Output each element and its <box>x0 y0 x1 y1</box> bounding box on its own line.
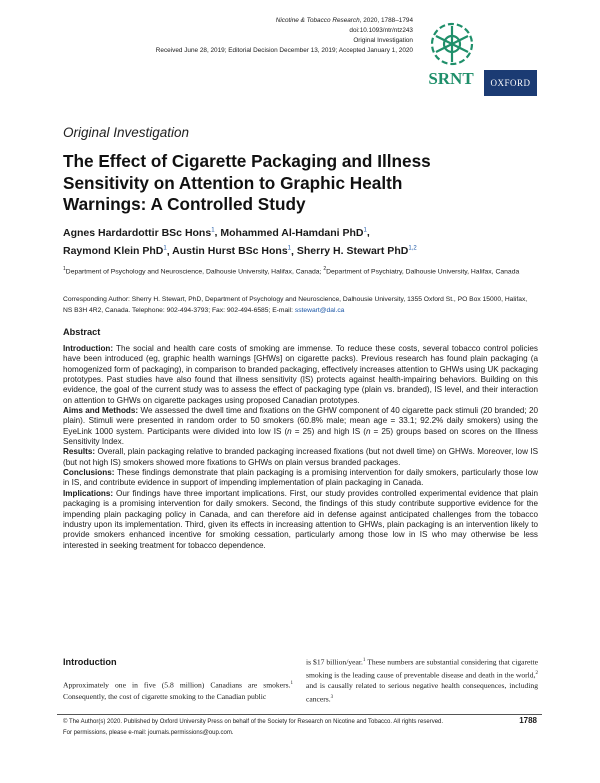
corresponding-email-link[interactable]: sstewart@dal.ca <box>294 307 345 314</box>
oxford-logo-text: OXFORD <box>490 78 531 88</box>
article-dates: Received June 28, 2019; Editorial Decision December 13, 2019; Accepted January 1, 2020 <box>155 47 413 54</box>
author-3[interactable]: Raymond Klein PhD$^1$ <box>63 245 167 257</box>
abstract-implications: Implications: Our findings have three important implications. First, our study provides controlled experimental evidence that plain packaging is a promising intervention for daily smokers. Second, the findings of this study contribute supportive evidence for the impending plain packaging policy in Canada, and can therefore aid in defense against anticipated challenges from the tobacco industry upon its implementation. Third, given its effects in increasing attention to GHWs, plain packaging is an intervention likely to provide smokers enhanced incentive for smoking cessation, particularly among those low in IS who may otherwise be less interested in seeking treatment for tobacco dependence. <box>63 488 538 550</box>
journal-citation: Nicotine & Tobacco Research, 2020, 1788–1794 <box>275 17 413 24</box>
author-2[interactable]: Mohammed Al-Hamdani PhD$^1$ <box>220 226 367 239</box>
article-type: Original Investigation <box>353 37 413 44</box>
doi[interactable]: doi:10.1093/ntr/ntz243 <box>349 27 413 34</box>
abstract-aims-methods: Aims and Methods: We assessed the dwell time and fixations on the GHW component of 40 cigarette pack stimuli (20 branded; 20 plain). Stimuli were presented in random order to 50 smokers (60.8% male; mean age = 33.1; 92.2% daily smokers) using the EyeLink 1000 system. Participants were divided into low IS (n = 25) and high IS (n = 25) groups based on scores on the Illness Sensitivity Index. <box>63 406 539 447</box>
introduction-right-column: is $17 billion/year.$^1$ These numbers are substantial considering that cigarette smoking is the leading cause of preventable disease and death in the world,$^2$ and is causally related to serious negative health consequences, including cancers.$^3$ <box>306 657 538 704</box>
corresponding-author: Corresponding Author: Sherry H. Stewart, PhD, Department of Psychology and Neuroscience, Dalhousie University, 1355 Oxford St., PO Box 15000, Halifax, NS B3H 4R2, Canada. Telephone: 902-494-3793; Fax: 902-494-6585; E-mail: sstewart@dal.ca <box>63 296 528 314</box>
permissions-notice: For permissions, please e-mail: journals.permissions@oup.com. <box>63 729 234 736</box>
introduction-left-column: Approximately one in five (5.8 million) Canadians are smokers.$^1$ Consequently, the cost of cigarette smoking to the Canadian public <box>63 680 293 701</box>
section-label: Original Investigation <box>63 125 190 140</box>
author-5[interactable]: Sherry H. Stewart PhD$^{1,2}$ <box>296 245 417 257</box>
srnt-logo-text: SRNT <box>428 69 474 88</box>
srnt-logo <box>419 12 481 96</box>
abstract-heading: Abstract <box>63 327 101 337</box>
author-1[interactable]: Agnes Hardardottir BSc Hons$^1$ <box>63 226 215 239</box>
abstract-conclusions: Conclusions: These findings demonstrate that plain packaging is a promising intervention for daily smokers, particularly those low in IS, and contribute evidence in support of impending implementation of plain packaging in Canada. <box>63 468 538 488</box>
author-list: Agnes Hardardottir BSc Hons$^1$, Mohammed Al-Hamdani PhD$^1$, Raymond Klein PhD$^1$, Austin Hurst BSc Hons$^1$, Sherry H. Stewart PhD$^{1,2}$ <box>63 226 417 257</box>
article-title: The Effect of Cigarette Packaging and Illness Sensitivity on Attention to Graphic Health Warnings: A Controlled Study <box>63 151 431 214</box>
abstract-body <box>63 344 538 551</box>
copyright-notice: © The Author(s) 2020. Published by Oxford University Press on behalf of the Society for Research on Nicotine and Tobacco. All rights reserved. <box>63 719 444 725</box>
journal-header <box>156 16 413 56</box>
oxford-logo <box>484 70 537 96</box>
footer-divider <box>57 714 542 715</box>
srnt-emblem-icon <box>419 12 481 96</box>
citation-ref[interactable]: 1 <box>362 658 366 663</box>
abstract-results: Results: Overall, plain packaging relative to branded packaging increased fixations (but not dwell time) on GHWs. Moreover, low IS (but not high IS) smokers showed more fixations to GHWs on plain versus branded packages. <box>63 447 538 467</box>
introduction-heading: Introduction <box>63 657 117 667</box>
abstract-introduction: Introduction: The social and health care costs of smoking are immense. To reduce these costs, several tobacco control policies have been introduced (eg, graphic health warnings [GHWs] on cigarette packs). Previous research has found plain packaging (a homogenized form of packaging), in comparison to branded packaging, effectively increases attention to GHWs using UK packaging prototypes. Past studies have also found that illness sensitivity (IS) protects against health-impairing behaviors. Building on this evidence, the goal of the current study was to assess the effect of packaging type (plain vs. branded), IS level, and their interaction on attention to GHWs on cigarette packages using proposed Canadian prototypes. <box>63 344 538 405</box>
author-4[interactable]: Austin Hurst BSc Hons$^1$ <box>172 245 292 257</box>
affiliations: $^1$Department of Psychology and Neuroscience, Dalhousie University, Halifax, Canada; $^2$Department of Psychiatry, Dalhousie University, Halifax, Canada <box>63 266 520 276</box>
page-number: 1788 <box>519 716 537 725</box>
citation-ref[interactable]: 2 <box>535 670 538 676</box>
footer <box>63 717 538 738</box>
citation-ref[interactable]: 1 <box>290 681 293 686</box>
citation-ref[interactable]: 3 <box>330 694 334 700</box>
